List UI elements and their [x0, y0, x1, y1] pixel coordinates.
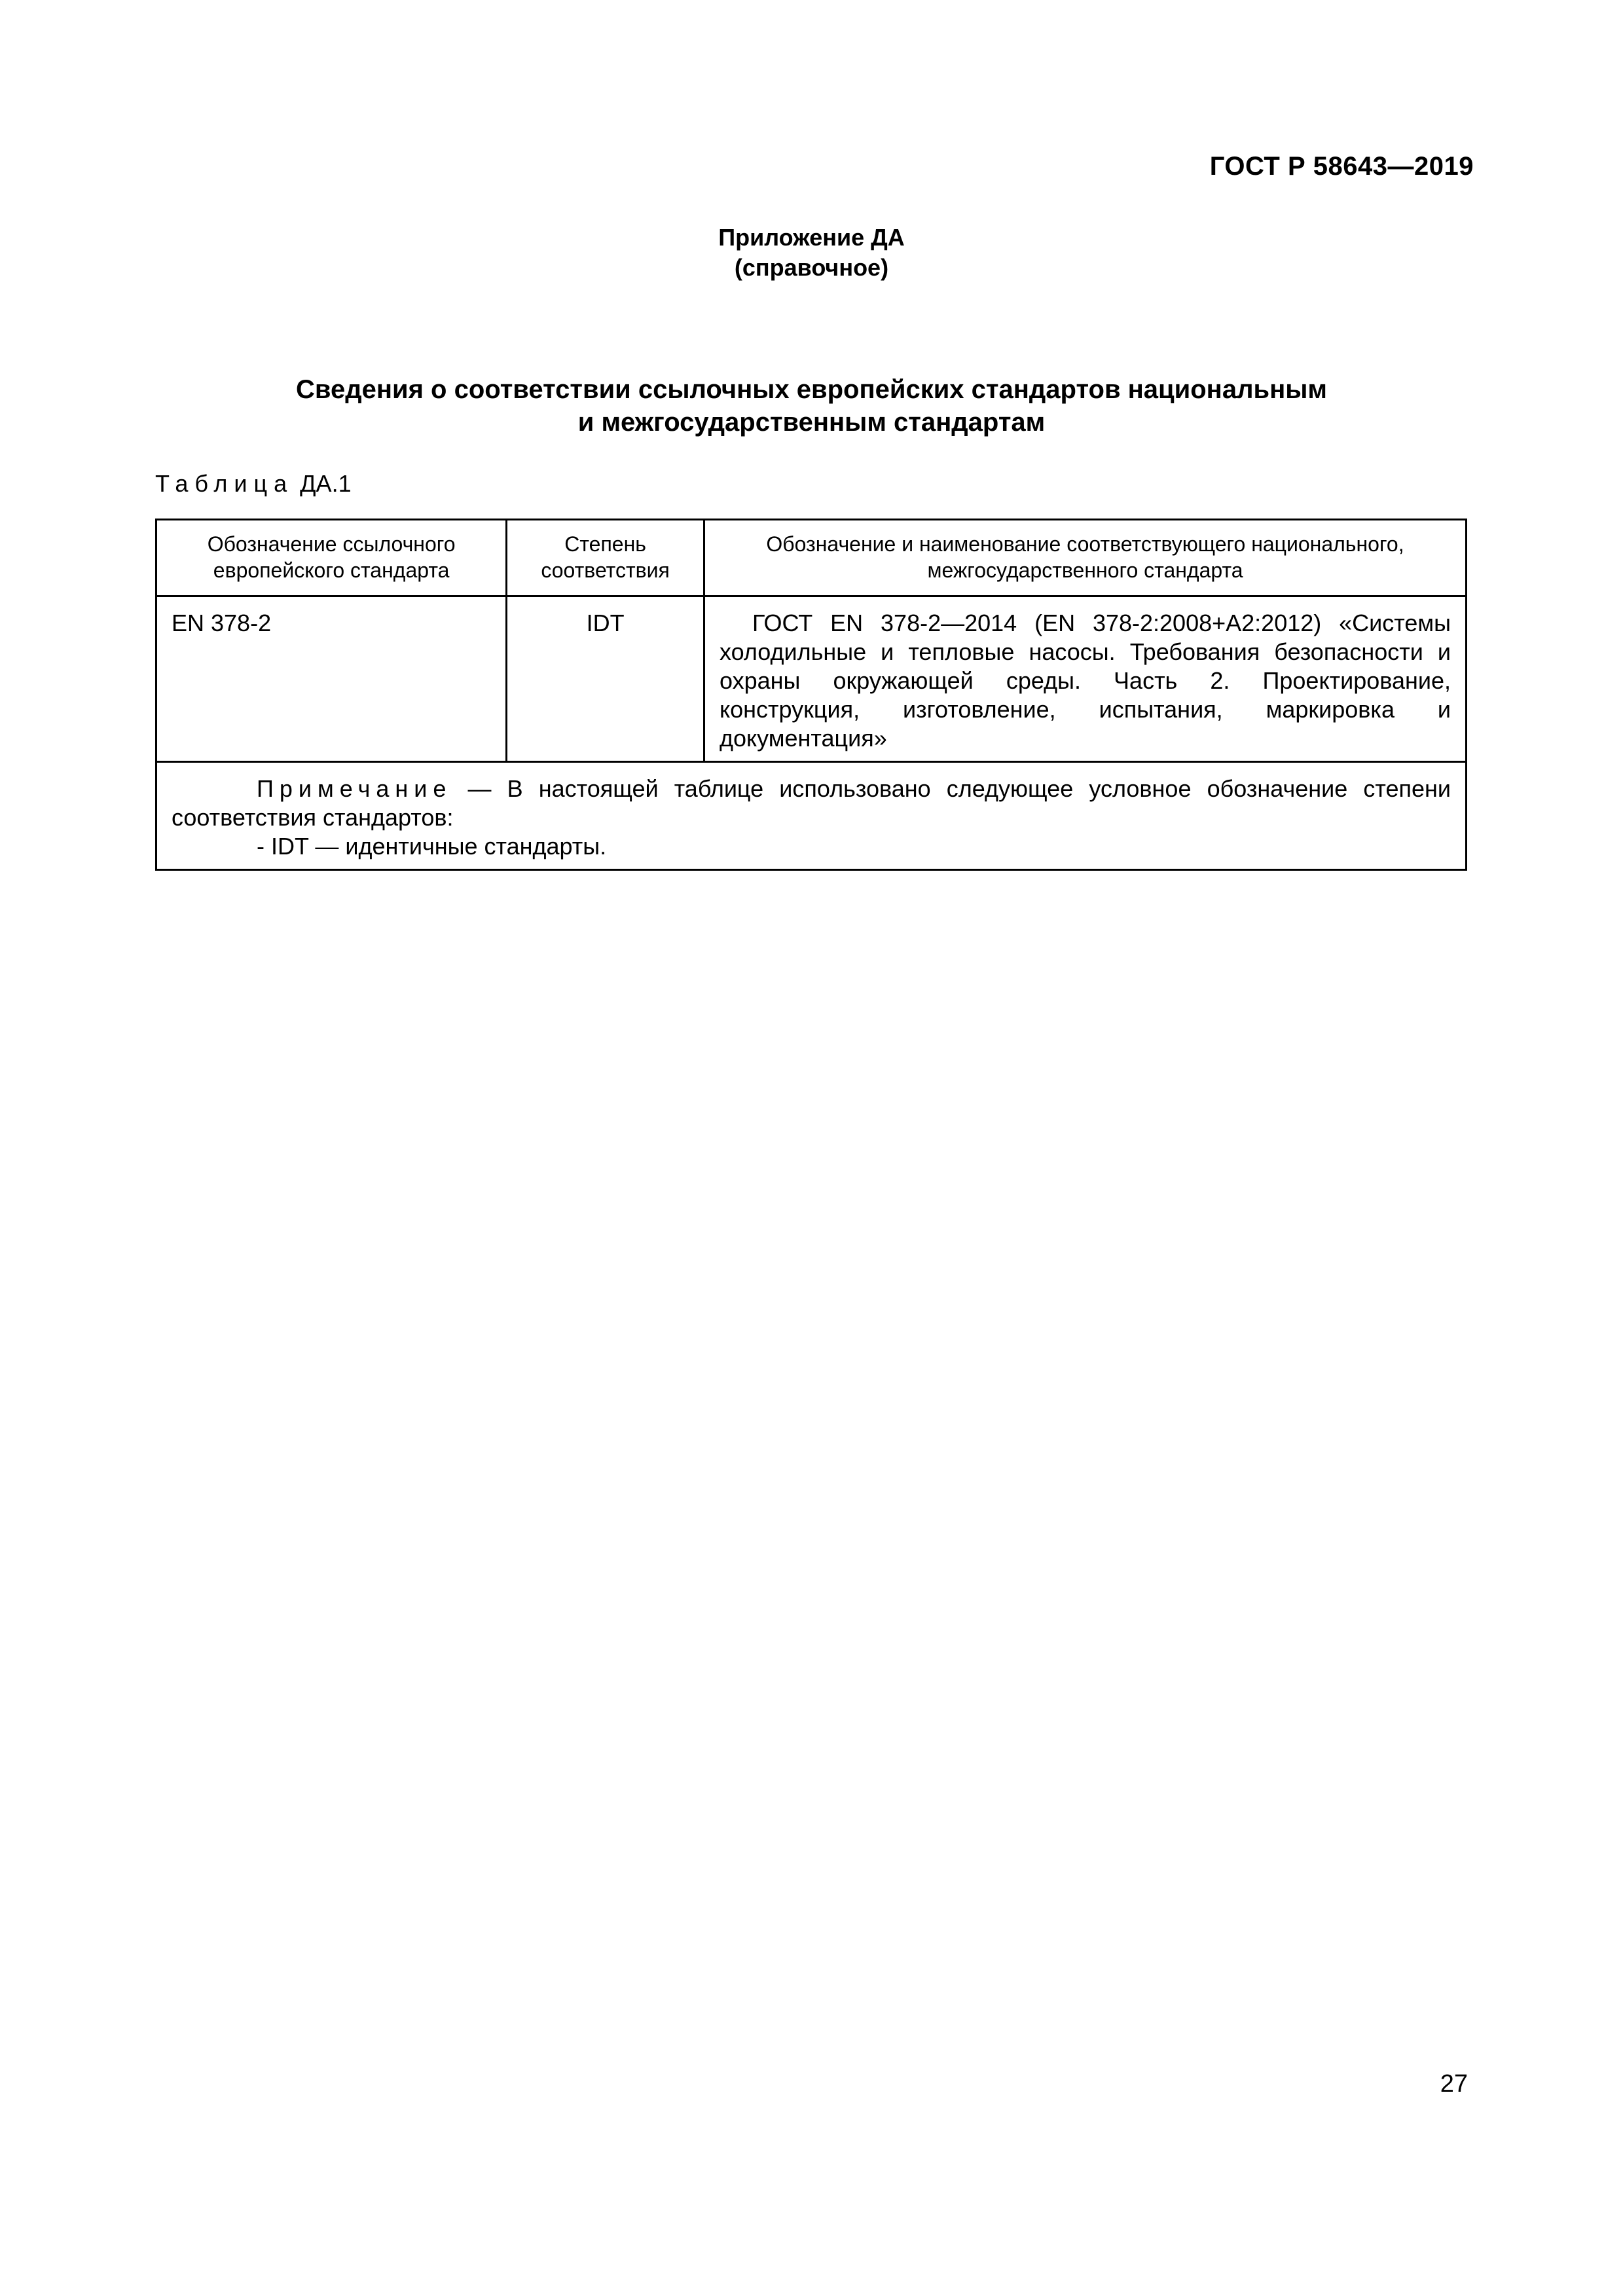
header-national-standard — [704, 520, 1467, 596]
appendix-heading — [0, 223, 1623, 283]
table-row — [156, 596, 1467, 762]
table-header-row — [156, 520, 1467, 596]
table-caption-word: Таблица — [155, 470, 294, 497]
document-code: ГОСТ Р 58643—2019 — [1209, 152, 1474, 181]
header-ref-line2: европейского стандарта — [213, 558, 450, 582]
header-ref-standard — [156, 520, 507, 596]
appendix-title: Приложение ДА — [718, 224, 905, 251]
header-national-line1: Обозначение и наименование соответствующего национального, — [766, 532, 1404, 556]
section-title-line1: Сведения о соответствии ссылочных европейских стандартов национальным — [296, 375, 1327, 404]
page-number: 27 — [1440, 2070, 1468, 2098]
note-head: Примечание — [257, 775, 452, 802]
table-note-row — [156, 762, 1467, 870]
cell-national-standard: ГОСТ EN 378-2—2014 (EN 378-2:2008+A2:2012) «Системы холодильные и тепловые насосы. Требования безопасности и охраны окружающей среды. Часть 2. Проектирование, конструкция, изготовление, испытания, маркировка и документация» — [704, 596, 1467, 762]
header-national-line2: межгосударственного стандарта — [927, 558, 1243, 582]
header-degree-line1: Степень — [564, 532, 646, 556]
standards-table — [155, 519, 1467, 871]
table-caption — [155, 470, 352, 498]
header-ref-line1: Обозначение ссылочного — [207, 532, 456, 556]
appendix-status: (справочное) — [734, 254, 889, 281]
note-paragraph — [172, 774, 1451, 832]
header-degree-line2: соответствия — [541, 558, 670, 582]
note-item: - IDT — идентичные стандарты. — [257, 833, 607, 860]
table-note — [156, 762, 1467, 870]
section-title — [0, 373, 1623, 439]
note-text: — В настоящей таблице использовано следующее условное обозначение степени соответствия стандартов: — [172, 775, 1451, 831]
header-degree — [507, 520, 704, 596]
cell-ref-standard: EN 378-2 — [156, 596, 507, 762]
section-title-line2: и межгосударственным стандартам — [577, 408, 1046, 437]
table-caption-id: ДА.1 — [300, 470, 352, 497]
cell-degree: IDT — [507, 596, 704, 762]
